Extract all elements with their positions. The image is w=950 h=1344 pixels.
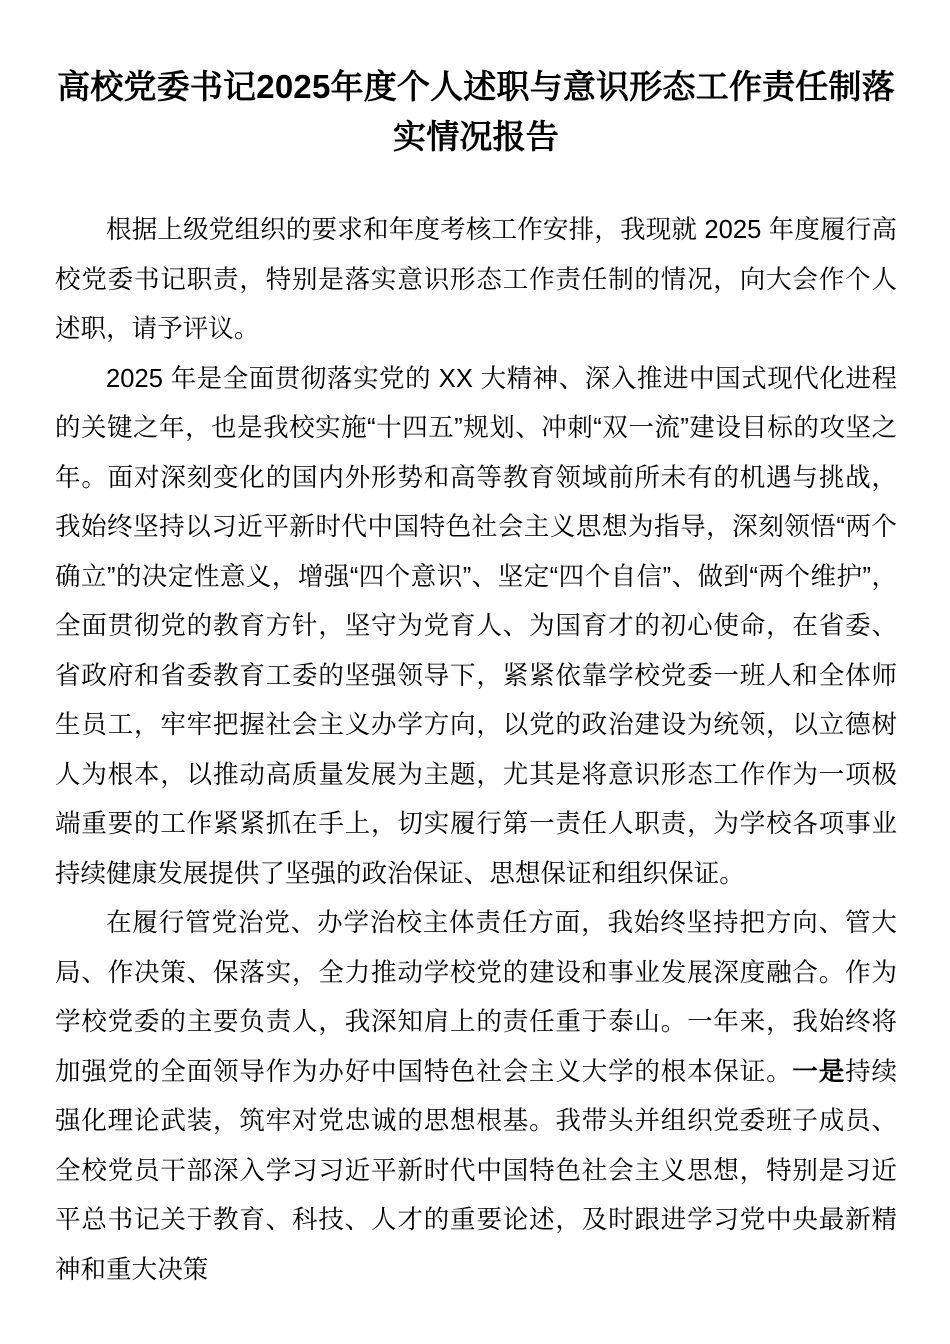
paragraph-3-bold-enumerator: 一是: [792, 1057, 846, 1086]
paragraph-3-text-before-bold: 在履行管党治党、办学治校主体责任方面，我始终坚持把方向、管大局、作决策、保落实，全力推动学校党的建设和事业发展深度融合。作为学校党委的主要负责人，我深知肩上的责任重于泰山。一年来，我始终将加强党的全面领导作为办好中国特色社会主义大学的根本保证。: [55, 909, 897, 1086]
paragraph-2: 2025 年是全面贯彻落实党的 XX 大精神、深入推进中国式现代化进程的关键之年，也是我校实施“十四五”规划、冲刺“双一流”建设目标的攻坚之年。面对深刻变化的国内外形势和高等教育领域前所未有的机遇与挑战，我始终坚持以习近平新时代中国特色社会主义思想为指导，深刻领悟“两个确立”的决定性意义，增强“四个意识”、坚定“四个自信”、做到“两个维护”，全面贯彻党的教育方针，坚守为党育人、为国育才的初心使命，在省委、省政府和省委教育工委的坚强领导下，紧紧依靠学校党委一班人和全体师生员工，牢牢把握社会主义办学方向，以党的政治建设为统领，以立德树人为根本，以推动高质量发展为主题，尤其是将意识形态工作作为一项极端重要的工作紧紧抓在手上，切实履行第一责任人职责，为学校各项事业持续健康发展提供了坚强的政治保证、思想保证和组织保证。: [55, 364, 897, 888]
paragraph-1: 根据上级党组织的要求和年度考核工作安排，我现就 2025 年度履行高校党委书记职责，特别是落实意识形态工作责任制的情况，向大会作个人述职，请予评议。: [55, 216, 897, 343]
document-paragraphs: [55, 206, 897, 1295]
paragraph-3-text-after-bold: 持续强化理论武装，筑牢对党忠诚的思想根基。我带头并组织党委班子成员、全校党员干部深入学习习近平新时代中国特色社会主义思想，特别是习近平总书记关于教育、科技、人才的重要论述，及时跟进学习党中央最新精神和重大决策: [55, 1057, 897, 1284]
document-title: 高校党委书记2025年度个人述职与意识形态工作责任制落实情况报告: [57, 68, 895, 155]
paragraph-3: [55, 899, 897, 1295]
document-body: [55, 0, 897, 1295]
